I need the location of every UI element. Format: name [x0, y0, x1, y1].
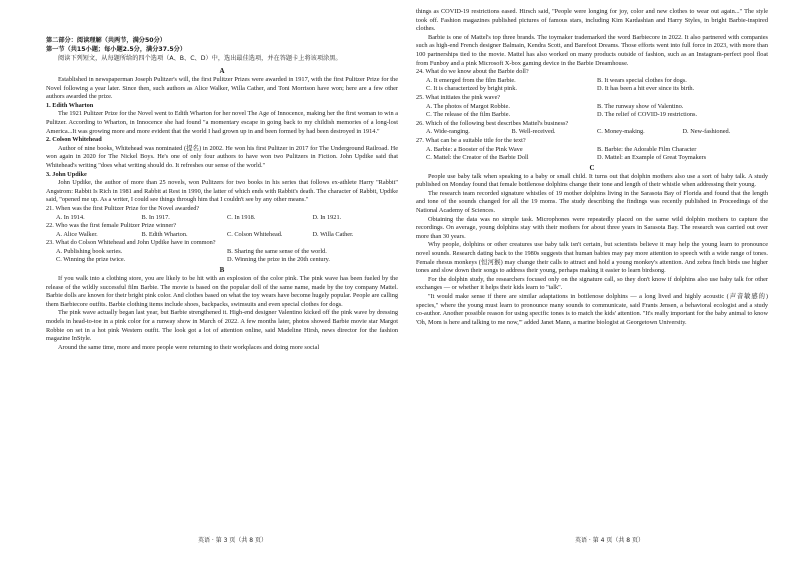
- paragraph-updike: John Updike, the author of more than 25 novels, won Pulitzers for two books in his series that follows ex-athlete Harry "Rabbit" Angstrom: Rabbit Is Rich in 1981 and Rabbit at Rest in 1990, the latter of which ends with Rabbit's death. The character of Rabbit, Updike said, "opened me up. As a writer, I could see things through him that I couldn't see by any other means.": [46, 179, 398, 204]
- option: B. Barbie: the Adorable Film Character: [597, 145, 697, 153]
- question-23-options: [46, 248, 398, 265]
- page-footer-left: 英语 · 第 3 页（共 8 页）: [198, 537, 267, 544]
- passage-c-paragraph-3: Obtaining the data was no simple task. Microphones were repeatedly placed on the same wild dolphin mothers to capture the recordings. On average, young dolphins stay with their mothers for about three years in Sarasota Bay. The research was carried out over more than 30 years.: [416, 215, 768, 240]
- question-25-options: [416, 103, 768, 120]
- option: C. Mattel: the Creator of the Barbie Doll: [426, 154, 529, 162]
- option: D. It has been a hit ever since its birth.: [597, 85, 695, 93]
- paragraph-whitehead: Author of nine books, Whitehead was nominated (提名) in 2002. He won his first Pulitzer in 2017 for The Underground Railroad. He won again in 2020 for The Nickel Boys. He's one of only four authors to have won two Pulitzers in Fiction. John Updike said that Whitehead's writing "does what writing should do. It refreshes our sense of the world.": [46, 144, 398, 169]
- option: D. In 1921.: [312, 213, 342, 221]
- question-21-options: [46, 214, 398, 223]
- question-23: 23. What do Colson Whitehead and John Updike have in common?: [46, 239, 216, 247]
- option: D. Willa Cather.: [312, 230, 354, 238]
- option: B. The runway show of Valentino.: [597, 102, 684, 110]
- passage-b-letter: B: [219, 266, 225, 275]
- question-22: 22. Who was the first female Pulitzer Prize winner?: [46, 222, 177, 230]
- question-25: 25. What initiates the pink wave?: [416, 93, 501, 101]
- question-27-options: [416, 146, 768, 163]
- option: D. Winning the prize in the 20th century.: [227, 256, 330, 264]
- section-subtitle: 第一节（共15小题；每小题2.5分，满分37.5分）: [46, 46, 187, 53]
- option: A. Alice Walker.: [56, 230, 98, 238]
- passage-b-paragraph-2: The pink wave actually began last year, but Barbie strengthened it. High-end designer Valentino kicked off the pink wave by dressing models in head-to-toe in a pink color for a runway show in March of 2022. A few months later, photos showed Barbie movie star Margot Robbie on set in a hot pink Western outfit. The look got a lot of attention online, said Madeline Hirsh, news director for the fashion magazine InStyle.: [46, 309, 398, 343]
- option: B. Sharing the same sense of the world.: [227, 247, 327, 255]
- option: C. It is characterized by bright pink.: [426, 85, 517, 93]
- option: A. Wide-ranging.: [426, 128, 470, 136]
- option: B. It wears special clothes for dogs.: [597, 76, 687, 84]
- option: A. The photos of Margot Robbie.: [426, 102, 510, 110]
- heading-edith-wharton: 1. Edith Wharton: [46, 101, 94, 109]
- question-27: 27. What can be a suitable title for the text?: [416, 136, 526, 144]
- option: A. Publishing book series.: [56, 247, 123, 255]
- question-26-options: [416, 128, 768, 137]
- passage-b-continuation: things as COVID-19 restrictions eased. Hirsch said, "People were longing for joy, color and new clothes to wear out again..." The style took off. Fashion magazines published pictures of famous stars, including Kim Kardashian and Harry Styles, in bright Barbie-inspired clothes.: [416, 8, 768, 33]
- passage-b-mattel: Barbie is one of Mattel's top three brands. The toymaker trademarked the word Barbiecore in 2022. It also partnered with companies such as high-end French designer Balmain, Kendra Scott, and Barefoot Dreams. Those efforts went into full force in 2023, with more than 100 partnerships tied to the movie. Mattel has also worked on many products outside of fashion, such as an Instagram-perfect pool float from Funboy and a pink Microsoft X-box gaming device in the Barbie Dreamhouse.: [416, 33, 768, 67]
- option: C. The release of the film Barbie.: [426, 111, 511, 119]
- passage-c-paragraph-2: The research team recorded signature whistles of 19 mother dolphins living in the Sarasota Bay of Florida and found that the length and tone of the sounds changed for all the 19 moms. The study describing the findings was recently published in Proceedings of the National Academy of Sciences.: [416, 189, 768, 215]
- passage-c-paragraph-4: Why people, dolphins or other creatures use baby talk isn't certain, but scientists believe it may help the young learn to pronounce novel sounds. Research dating back to the 1980s suggests that human babies may pay more attention to speech with a wide range of tones. Female rhesus monkeys (恒河猴) may change their calls to attract and hold a young monkey's attention. And zebra finch birds use higher tones and slow down their songs to address their young, perhaps making it easier to learn birdsong.: [416, 241, 768, 275]
- passage-c-paragraph-5: For the dolphin study, the researchers focused only on the signature call, so they don't know if dolphins also use baby talk for other exchanges — or whether it helps their kids learn to "talk".: [416, 275, 768, 292]
- passage-c-paragraph-6: "It would make sense if there are similar adaptations in bottlenose dolphins — a long lived and highly acoustic (声音敏感的) species," where the young must learn to pronounce many sounds to communicate, said Frants Jensen, a behavioral ecologist and a study co-author. Another possible reason for using specific tones is to match the kids' attention. "It's really important for the baby animal to know 'Oh, Mom is here and talking to me now,'" added Janet Mann, a marine biologist at Georgetown University.: [416, 293, 768, 326]
- heading-john-updike: 3. John Updike: [46, 170, 87, 178]
- passage-b-paragraph-1: If you walk into a clothing store, you are likely to be hit with an explosion of the color pink. The pink wave has been fueled by the release of the wildly successful film Barbie. The movie is based on the popular doll of the same name, made by the toy company Mattel. Barbie dolls are known for their bright pink color. And clothes based on what the toy wears have become hugely popular. People are calling them Barbiecore outfits. Barbie clothing items include shoes, backpacks, swimsuits and even special clothes for dogs.: [46, 275, 399, 308]
- passage-c-paragraph-1: People use baby talk when speaking to a baby or small child. It turns out that dolphin mothers also use a sort of baby talk. A study published on Monday found that female bottlenose dolphins change their tone and length of their whistle when addressing their young.: [416, 172, 768, 189]
- passage-a-letter: A: [219, 67, 225, 75]
- paragraph-wharton: The 1921 Pulitzer Prize for the Novel went to Edith Wharton for her novel The Age of Innocence, making her the first woman to win a Pulitzer. According to Wharton, in Innocence she had found "a momentary escape in going back to my childish memories of a long-lost America...It was growing more and more evident that the world I had grown up in and been formed by had been destroyed in 1914.": [46, 110, 398, 135]
- option: C. Colson Whitehead.: [227, 230, 283, 238]
- option: B. Edith Wharton.: [141, 230, 188, 238]
- option: C. Money-making.: [597, 128, 645, 136]
- option: A. It emerged from the film Barbie.: [426, 76, 516, 84]
- option: C. Winning the prize twice.: [56, 256, 126, 264]
- right-column: [416, 8, 768, 327]
- option: B. In 1917.: [141, 213, 170, 221]
- option: A. Barbie: a Booster of the Pink Wave: [426, 145, 523, 153]
- section-title: 第二部分：阅读理解（共两节，满分50分）: [46, 37, 166, 44]
- question-22-options: [46, 231, 398, 240]
- option: B. Well-received.: [511, 128, 556, 136]
- option: C. In 1918.: [227, 213, 256, 221]
- option: D. The relief of COVID-19 restrictions.: [597, 111, 698, 119]
- option: A. In 1914.: [56, 213, 85, 221]
- option: D. New-fashioned.: [682, 128, 731, 136]
- question-24: 24. What do we know about the Barbie doll?: [416, 68, 529, 76]
- question-21: 21. When was the first Pulitzer Prize for the Novel awarded?: [46, 204, 200, 212]
- question-24-options: [416, 77, 768, 94]
- passage-b-paragraph-3: Around the same time, more and more people were returning to their workplaces and doing more social: [58, 343, 320, 351]
- instructions: 阅读下列短文，从每题所给的四个选项（A、B、C、D）中，选出最佳选项，并在答题卡上将该项涂黑。: [58, 55, 342, 62]
- left-column: [46, 36, 398, 352]
- page-footer-right: 英语 · 第 4 页（共 8 页）: [575, 537, 644, 544]
- passage-a-intro: Established in newspaperman Joseph Pulitzer's will, the first Pulitzer Prizes were awarded in 1917, with the first Pulitzer Prize for the Novel following a year later. Since then, such authors as Alice Walker, Willa Cather, and Toni Morrison have won; here are a few other authors awarded the prize.: [46, 76, 398, 101]
- heading-colson-whitehead: 2. Colson Whitehead: [46, 136, 102, 144]
- option: D. Mattel: an Example of Great Toymakers: [597, 154, 707, 162]
- passage-c-letter: C: [589, 163, 595, 172]
- question-26: 26. Which of the following best describes Mattel's business?: [416, 119, 569, 127]
